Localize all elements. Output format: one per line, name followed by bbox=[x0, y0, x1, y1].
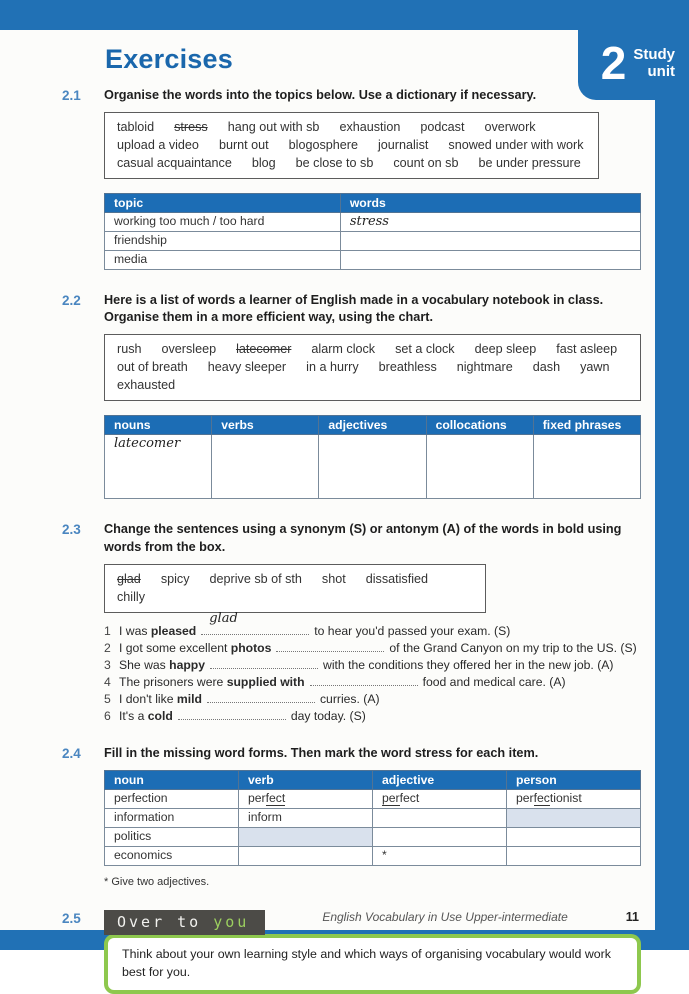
vocab-word: out of breath bbox=[117, 360, 188, 375]
vocab-word: overwork bbox=[484, 120, 536, 135]
exercise-body bbox=[104, 745, 641, 902]
word-form-cell bbox=[507, 846, 641, 865]
unit-label bbox=[633, 46, 675, 80]
sentence-text: The prisoners were bbox=[119, 674, 227, 689]
words-cell bbox=[340, 213, 640, 232]
topic-cell: friendship bbox=[105, 232, 341, 251]
column-header: verbs bbox=[212, 416, 319, 435]
topic-cell: media bbox=[105, 251, 341, 270]
word-box-line bbox=[117, 340, 628, 358]
column-header: nouns bbox=[105, 416, 212, 435]
topic-cell: working too much / too hard bbox=[105, 213, 341, 232]
sentence-number: 3 bbox=[104, 657, 111, 672]
vocab-word: blogosphere bbox=[288, 138, 358, 153]
exercise-number: 2.3 bbox=[62, 522, 81, 538]
exercise-body bbox=[104, 87, 641, 284]
exercise-number: 2.2 bbox=[62, 293, 81, 309]
word-box bbox=[104, 112, 599, 179]
word-form-cell bbox=[373, 808, 507, 827]
column-header: adjectives bbox=[319, 416, 426, 435]
syllable: fect bbox=[399, 790, 420, 805]
bold-word: cold bbox=[147, 708, 173, 723]
vocab-word: blog bbox=[251, 156, 276, 171]
blocked-cell bbox=[507, 808, 641, 827]
vocab-word: be close to sb bbox=[295, 156, 374, 171]
word-form-cell bbox=[507, 789, 641, 808]
sentence bbox=[104, 640, 641, 657]
column-header: collocations bbox=[426, 416, 533, 435]
syllable: tionist bbox=[549, 790, 582, 805]
vocab-word: dash bbox=[532, 360, 561, 375]
vocab-word: in a hurry bbox=[306, 360, 359, 375]
vocab-word: journalist bbox=[377, 138, 429, 153]
sentence-text: with the conditions they offered her in the new job. (A) bbox=[323, 657, 614, 672]
bold-word: supplied with bbox=[226, 674, 305, 689]
table-row bbox=[105, 789, 641, 808]
vocab-word: heavy sleeper bbox=[207, 360, 287, 375]
vocab-word: yawn bbox=[580, 360, 610, 375]
sentence-text: curries. (A) bbox=[319, 691, 380, 706]
exercise-2-3 bbox=[0, 521, 655, 736]
sentence-text: food and medical care. (A) bbox=[422, 674, 566, 689]
word-box-line bbox=[117, 570, 473, 606]
header-row bbox=[105, 194, 641, 213]
header-row bbox=[105, 416, 641, 435]
sentence-text: It's a bbox=[119, 708, 148, 723]
chart-cell bbox=[533, 435, 640, 499]
table-row bbox=[105, 251, 641, 270]
column-header: fixed phrases bbox=[533, 416, 640, 435]
chart-cell bbox=[319, 435, 426, 499]
tag-text-white: Over to bbox=[117, 912, 214, 931]
sentence-number: 6 bbox=[104, 708, 111, 723]
word-box-line bbox=[117, 118, 586, 136]
table-row bbox=[105, 435, 641, 499]
word-form-cell bbox=[239, 789, 373, 808]
word-box bbox=[104, 564, 486, 613]
chart-cell bbox=[426, 435, 533, 499]
syllable: per bbox=[248, 790, 266, 805]
table-body bbox=[105, 435, 641, 499]
exercise-instruction: Fill in the missing word forms. Then mark the word stress for each item. bbox=[104, 745, 539, 760]
table-body bbox=[105, 789, 641, 865]
sentence-text: of the Grand Canyon on my trip to the US. (S) bbox=[389, 640, 637, 655]
exercise-body bbox=[104, 292, 641, 513]
answer-blank bbox=[178, 709, 286, 720]
vocab-word: alarm clock bbox=[311, 342, 376, 357]
vocab-word: rush bbox=[117, 342, 142, 357]
vocab-word: upload a video bbox=[117, 138, 199, 153]
vocab-word: latecomer bbox=[236, 342, 292, 357]
unit-number: 2 bbox=[600, 37, 627, 89]
answer-blank bbox=[310, 675, 418, 686]
answer-blank bbox=[210, 658, 318, 669]
answer-blank bbox=[207, 692, 315, 703]
word-box-line bbox=[117, 154, 586, 172]
word-box-line bbox=[117, 376, 628, 394]
exercise-2-2 bbox=[0, 292, 655, 513]
sentence bbox=[104, 657, 641, 674]
sentence bbox=[104, 674, 641, 691]
vocab-word: oversleep bbox=[161, 342, 217, 357]
word-form-cell: * bbox=[373, 846, 507, 865]
exercise-number: 2.1 bbox=[62, 88, 81, 103]
page-footer bbox=[0, 910, 655, 924]
textbook-page bbox=[0, 30, 655, 979]
table-footnote: * Give two adjectives. bbox=[104, 875, 210, 888]
word-form-cell: politics bbox=[105, 827, 239, 846]
vocab-word: burnt out bbox=[218, 138, 269, 153]
word-form-cell bbox=[507, 827, 641, 846]
word-box bbox=[104, 334, 641, 401]
word-form-cell: perfection bbox=[105, 789, 239, 808]
vocab-word: chilly bbox=[117, 589, 145, 604]
study-unit-tab bbox=[578, 0, 689, 100]
page-title: Exercises bbox=[105, 44, 233, 74]
sentence-list bbox=[104, 610, 641, 725]
over-to-you-box bbox=[104, 934, 641, 994]
exercise-instruction: Organise the words into the topics below. Use a dictionary if necessary. bbox=[104, 88, 537, 102]
word-box-line bbox=[117, 358, 628, 376]
column-header-words: words bbox=[340, 194, 640, 213]
word-forms-chart bbox=[104, 415, 641, 499]
table-body bbox=[105, 213, 641, 270]
stressed-syllable: fect bbox=[265, 790, 286, 805]
word-form-cell bbox=[239, 846, 373, 865]
word-box-line bbox=[117, 136, 586, 154]
table-row bbox=[105, 846, 641, 865]
answer-blank bbox=[201, 610, 309, 635]
tag-text-green: you bbox=[213, 912, 250, 931]
sentence-number: 4 bbox=[104, 674, 111, 689]
words-cell bbox=[340, 251, 640, 270]
chart-cell bbox=[212, 435, 319, 499]
sentence-text: day today. (S) bbox=[290, 708, 366, 723]
word-form-cell: inform bbox=[239, 808, 373, 827]
unit-label-line2: unit bbox=[647, 63, 675, 80]
column-header: verb bbox=[239, 770, 373, 789]
table-row bbox=[105, 808, 641, 827]
column-header: person bbox=[507, 770, 641, 789]
word-form-cell: information bbox=[105, 808, 239, 827]
vocab-word: snowed under with work bbox=[448, 138, 584, 153]
stressed-syllable: per bbox=[382, 790, 400, 805]
vocab-word: hang out with sb bbox=[227, 120, 320, 135]
table-head bbox=[105, 770, 641, 789]
bold-word: pleased bbox=[150, 623, 197, 638]
answer-blank bbox=[276, 641, 384, 652]
unit-label-line1: Study bbox=[633, 46, 675, 63]
sentence-number: 1 bbox=[104, 623, 111, 638]
vocab-word: podcast bbox=[420, 120, 465, 135]
bold-word: photos bbox=[230, 640, 272, 655]
exercise-instruction: Change the sentences using a synonym (S) or antonym (A) of the words in bold using words from the box. bbox=[104, 522, 622, 554]
exercise-instruction: Here is a list of words a learner of English made in a vocabulary notebook in class. Organise them in a more efficient way, using the chart. bbox=[104, 293, 604, 325]
word-form-cell bbox=[373, 827, 507, 846]
syllable: per bbox=[516, 790, 534, 805]
vocab-word: dissatisfied bbox=[365, 571, 429, 586]
vocab-word: exhausted bbox=[117, 378, 176, 393]
table-row bbox=[105, 827, 641, 846]
vocab-word: nightmare bbox=[456, 360, 513, 375]
over-to-you-text: Think about your own learning style and which ways of organising vocabulary would work best for you. bbox=[122, 946, 612, 979]
over-to-you-tag bbox=[104, 910, 265, 935]
word-form-cell: economics bbox=[105, 846, 239, 865]
table-row bbox=[105, 232, 641, 251]
page-number: 11 bbox=[625, 910, 639, 924]
vocab-word: casual acquaintance bbox=[117, 156, 232, 171]
book-title: English Vocabulary in Use Upper-intermediate bbox=[322, 910, 568, 924]
header-row bbox=[105, 770, 641, 789]
sentence bbox=[104, 708, 641, 725]
table-row bbox=[105, 213, 641, 232]
blocked-cell bbox=[239, 827, 373, 846]
vocab-word: stress bbox=[174, 120, 208, 135]
sentence-text: I got some excellent bbox=[119, 640, 231, 655]
chart-cell bbox=[105, 435, 212, 499]
vocab-word: count on sb bbox=[393, 156, 459, 171]
example-answer: stress bbox=[349, 214, 389, 230]
vocab-word: be under pressure bbox=[478, 156, 581, 171]
exercise-number: 2.4 bbox=[62, 745, 81, 761]
column-header-topic: topic bbox=[105, 194, 341, 213]
table-head bbox=[105, 416, 641, 435]
vocab-word: shot bbox=[321, 571, 346, 586]
exercise-body bbox=[104, 521, 641, 736]
column-header: adjective bbox=[373, 770, 507, 789]
vocab-word: exhaustion bbox=[339, 120, 401, 135]
vocab-word: deprive sb of sth bbox=[209, 571, 302, 586]
bold-word: mild bbox=[176, 691, 202, 706]
words-cell bbox=[340, 232, 640, 251]
handwritten-answer: glad bbox=[209, 610, 238, 626]
stressed-syllable: fec bbox=[533, 790, 550, 805]
vocab-word: glad bbox=[117, 571, 141, 586]
vocab-word: deep sleep bbox=[474, 342, 537, 357]
sentence-text: I don't like bbox=[119, 691, 177, 706]
sentence-text: She was bbox=[119, 657, 170, 672]
word-form-cell bbox=[373, 789, 507, 808]
sentence bbox=[104, 691, 641, 708]
column-header: noun bbox=[105, 770, 239, 789]
vocab-word: spicy bbox=[160, 571, 190, 586]
sentence-number: 2 bbox=[104, 640, 111, 655]
example-answer: latecomer bbox=[114, 436, 181, 452]
sentence-text: to hear you'd passed your exam. (S) bbox=[314, 623, 511, 638]
exercise-2-1 bbox=[0, 87, 655, 284]
topics-table bbox=[104, 193, 641, 270]
vocab-word: breathless bbox=[378, 360, 437, 375]
exercise-number: 2.5 bbox=[62, 910, 81, 926]
sentence bbox=[104, 610, 641, 640]
vocab-word: fast asleep bbox=[556, 342, 618, 357]
page-content bbox=[0, 30, 655, 994]
table-head bbox=[105, 194, 641, 213]
word-forms-table bbox=[104, 770, 641, 866]
sentence-number: 5 bbox=[104, 691, 111, 706]
vocab-word: set a clock bbox=[395, 342, 455, 357]
bold-word: happy bbox=[169, 657, 206, 672]
sentence-text: I was bbox=[119, 623, 151, 638]
exercise-2-4 bbox=[0, 745, 655, 902]
vocab-word: tabloid bbox=[117, 120, 155, 135]
